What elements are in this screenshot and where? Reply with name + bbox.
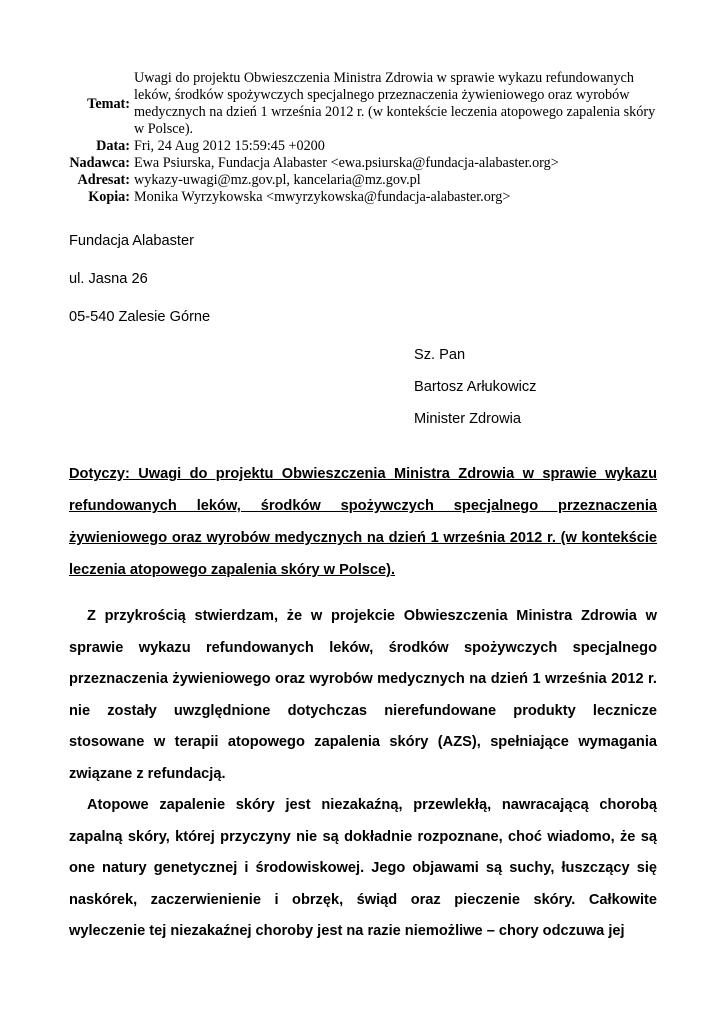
recipient-label: Adresat:	[77, 172, 130, 188]
sender-organization: Fundacja Alabaster	[69, 233, 194, 249]
email-sender-row	[66, 155, 666, 172]
sender-value: Ewa Psiurska, Fundacja Alabaster <ewa.psiurska@fundacja-alabaster.org>	[134, 155, 559, 171]
cc-label: Kopia:	[88, 189, 130, 205]
recipient-value: wykazy-uwagi@mz.gov.pl, kancelaria@mz.gov.pl	[134, 172, 421, 188]
letter-body	[69, 601, 657, 948]
recipient-name: Bartosz Arłukowicz	[414, 379, 537, 395]
email-recipient-row	[66, 172, 666, 189]
body-paragraph: Z przykrością stwierdzam, że w projekcie Obwieszczenia Ministra Zdrowia w sprawie wykazu refundowanych leków, środków spożywczych specjalnego przeznaczenia żywieniowego oraz wyrobów medycznych na dzień 1 września 2012 r. nie zostały uwzględnione dotychczas nierefundowane produkty lecznicze stosowane w terapii atopowego zapalenia skóry (AZS), spełniające wymagania związane z refundacją.	[69, 608, 657, 782]
email-date-row	[66, 138, 666, 155]
email-cc-row	[66, 189, 666, 206]
recipient-title: Minister Zdrowia	[414, 411, 522, 427]
sender-label: Nadawca:	[69, 155, 130, 171]
letter-subject	[69, 458, 657, 586]
sender-postal-city: 05-540 Zalesie Górne	[69, 309, 211, 325]
cc-value: Monika Wyrzykowska <mwyrzykowska@fundacja-alabaster.org>	[134, 189, 511, 205]
date-label: Data:	[96, 138, 130, 154]
letter-subject-text: Dotyczy: Uwagi do projektu Obwieszczenia Ministra Zdrowia w sprawie wykazu refundowanych leków, środków spożywczych specjalnego przeznaczenia żywieniowego oraz wyrobów medycznych na dzień 1 września 2012 r. (w kontekście leczenia atopowego zapalenia skóry w Polsce).	[69, 466, 657, 578]
email-header	[66, 70, 666, 206]
body-paragraph: Atopowe zapalenie skóry jest niezakaźną, przewlekłą, nawracającą chorobą zapalną skóry, której przyczyny nie są dokładnie rozpoznane, choć wiadomo, że są one natury genetycznej i środowiskowej. Jego objawami są suchy, łuszczący się naskórek, zaczerwienienie i obrzęk, świąd oraz pieczenie skóry. Całkowite wyleczenie tej niezakaźnej choroby jest na razie niemożliwe – chory odczuwa jej	[69, 797, 657, 939]
recipient-salutation: Sz. Pan	[414, 347, 466, 363]
sender-street: ul. Jasna 26	[69, 271, 148, 287]
subject-value: Uwagi do projektu Obwieszczenia Ministra Zdrowia w sprawie wykazu refundowanych leków, środków spożywczych specjalnego przeznaczenia żywieniowego oraz wyrobów medycznych na dzień 1 września 2012 r. (w kontekście leczenia atopowego zapalenia skóry w Polsce).	[134, 70, 656, 137]
subject-label: Temat:	[87, 95, 130, 112]
date-value: Fri, 24 Aug 2012 15:59:45 +0200	[134, 138, 325, 154]
email-subject-row	[66, 70, 666, 138]
